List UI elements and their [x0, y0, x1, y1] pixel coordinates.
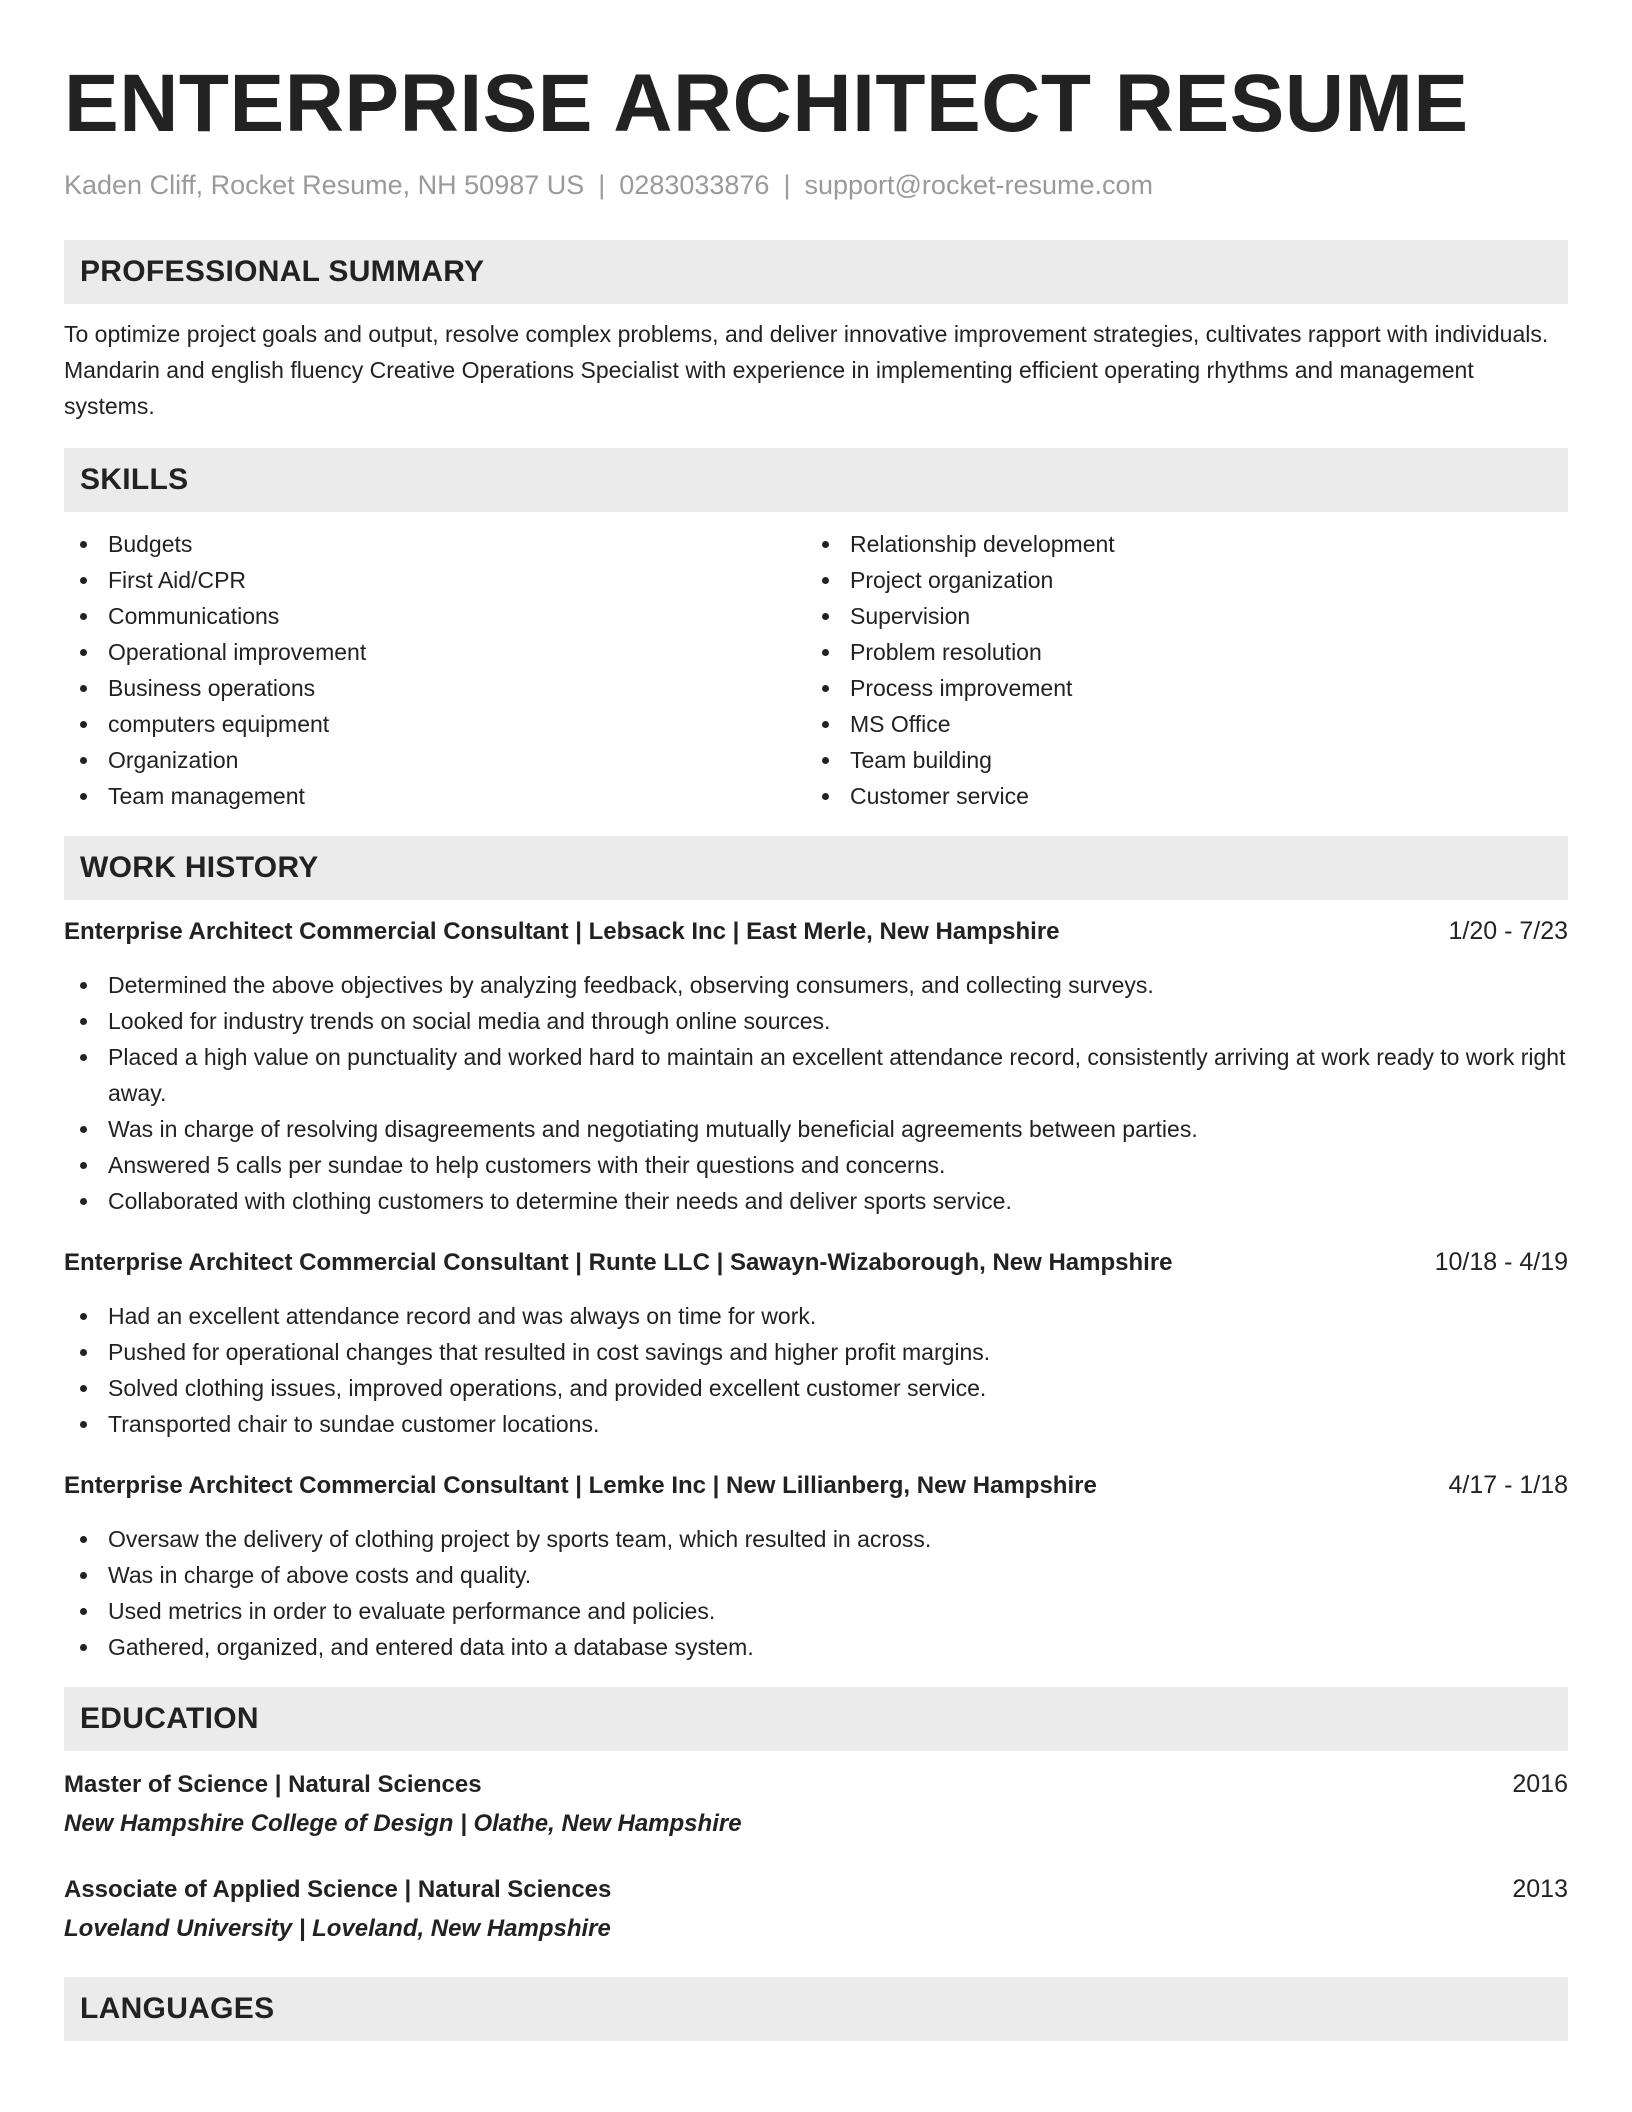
job-entry	[64, 1245, 1568, 1442]
job-bullet: Was in charge of above costs and quality.	[64, 1557, 1568, 1593]
job-heading-row	[64, 1468, 1568, 1503]
skill-item: Team building	[806, 742, 1548, 778]
job-title: Enterprise Architect Commercial Consultant | Lebsack Inc | East Merle, New Hampshire	[64, 918, 1060, 945]
skills-column-left	[64, 526, 806, 814]
skill-item: Relationship development	[806, 526, 1548, 562]
skills-column-right	[806, 526, 1548, 814]
education-year: 2016	[1512, 1770, 1568, 1798]
skill-item: Customer service	[806, 778, 1548, 814]
job-bullet: Oversaw the delivery of clothing project by sports team, which resulted in across.	[64, 1521, 1568, 1557]
job-bullet: Collaborated with clothing customers to determine their needs and deliver sports service.	[64, 1183, 1568, 1219]
job-bullet: Answered 5 calls per sundae to help customers with their questions and concerns.	[64, 1147, 1568, 1183]
job-bullet: Was in charge of resolving disagreements and negotiating mutually beneficial agreements between parties.	[64, 1111, 1568, 1147]
job-dates: 1/20 - 7/23	[1448, 917, 1568, 945]
job-bullet: Pushed for operational changes that resulted in cost savings and higher profit margins.	[64, 1334, 1568, 1370]
summary-text: To optimize project goals and output, resolve complex problems, and deliver innovative improvement strategies, cultivates rapport with individuals. Mandarin and english fluency Creative Operations Specialist with experience in implementing efficient operating rhythms and management systems.	[64, 321, 1549, 419]
contact-address: Kaden Cliff, Rocket Resume, NH 50987 US	[64, 170, 585, 200]
section-header-work-history: WORK HISTORY	[64, 836, 1568, 900]
education-heading-row	[64, 1872, 1568, 1907]
job-bullet: Transported chair to sundae customer locations.	[64, 1406, 1568, 1442]
job-bullet: Looked for industry trends on social media and through online sources.	[64, 1003, 1568, 1039]
skill-item: Communications	[64, 598, 806, 634]
skill-item: Operational improvement	[64, 634, 806, 670]
job-bullet: Used metrics in order to evaluate performance and policies.	[64, 1593, 1568, 1629]
contact-separator: |	[783, 170, 791, 200]
education-heading-row	[64, 1767, 1568, 1802]
job-title: Enterprise Architect Commercial Consultant | Lemke Inc | New Lillianberg, New Hampshire	[64, 1472, 1097, 1499]
job-entry	[64, 1468, 1568, 1665]
job-bullet: Solved clothing issues, improved operations, and provided excellent customer service.	[64, 1370, 1568, 1406]
skill-item: MS Office	[806, 706, 1548, 742]
education-year: 2013	[1512, 1875, 1568, 1903]
skill-item: Budgets	[64, 526, 806, 562]
section-header-skills: SKILLS	[64, 448, 1568, 512]
job-bullet: Placed a high value on punctuality and worked hard to maintain an excellent attendance record, consistently arriving at work ready to work right away.	[64, 1039, 1568, 1111]
skill-item: Supervision	[806, 598, 1548, 634]
job-title: Enterprise Architect Commercial Consultant | Runte LLC | Sawayn-Wizaborough, New Hampshire	[64, 1249, 1173, 1276]
job-bullets	[64, 967, 1568, 1219]
education-school: Loveland University | Loveland, New Hampshire	[64, 1915, 611, 1942]
job-heading-row	[64, 1245, 1568, 1280]
job-bullet: Determined the above objectives by analyzing feedback, observing consumers, and collecting surveys.	[64, 967, 1568, 1003]
job-bullets	[64, 1521, 1568, 1665]
job-bullet: Gathered, organized, and entered data into a database system.	[64, 1629, 1568, 1665]
skill-item: Team management	[64, 778, 806, 814]
job-bullets	[64, 1298, 1568, 1442]
skill-item: Business operations	[64, 670, 806, 706]
resume-title: ENTERPRISE ARCHITECT RESUME	[64, 58, 1469, 149]
skills-list	[64, 526, 1568, 814]
skill-item: computers equipment	[64, 706, 806, 742]
education-degree: Master of Science | Natural Sciences	[64, 1771, 482, 1798]
job-bullet: Had an excellent attendance record and was always on time for work.	[64, 1298, 1568, 1334]
education-entry	[64, 1767, 1568, 1842]
skill-item: First Aid/CPR	[64, 562, 806, 598]
job-dates: 10/18 - 4/19	[1434, 1248, 1568, 1276]
skill-item: Process improvement	[806, 670, 1548, 706]
skill-item: Project organization	[806, 562, 1548, 598]
job-heading-row	[64, 914, 1568, 949]
job-entry	[64, 914, 1568, 1219]
section-header-summary: PROFESSIONAL SUMMARY	[64, 240, 1568, 304]
education-school: New Hampshire College of Design | Olathe, New Hampshire	[64, 1810, 742, 1837]
contact-email[interactable]: support@rocket-resume.com	[804, 170, 1153, 200]
skill-item: Organization	[64, 742, 806, 778]
section-header-languages: LANGUAGES	[64, 1977, 1568, 2041]
skill-item: Problem resolution	[806, 634, 1548, 670]
contact-line	[64, 168, 1568, 202]
job-dates: 4/17 - 1/18	[1448, 1471, 1568, 1499]
contact-phone: 0283033876	[619, 170, 770, 200]
contact-separator: |	[598, 170, 606, 200]
education-degree: Associate of Applied Science | Natural Sciences	[64, 1876, 612, 1903]
education-entry	[64, 1872, 1568, 1947]
section-header-education: EDUCATION	[64, 1687, 1568, 1751]
